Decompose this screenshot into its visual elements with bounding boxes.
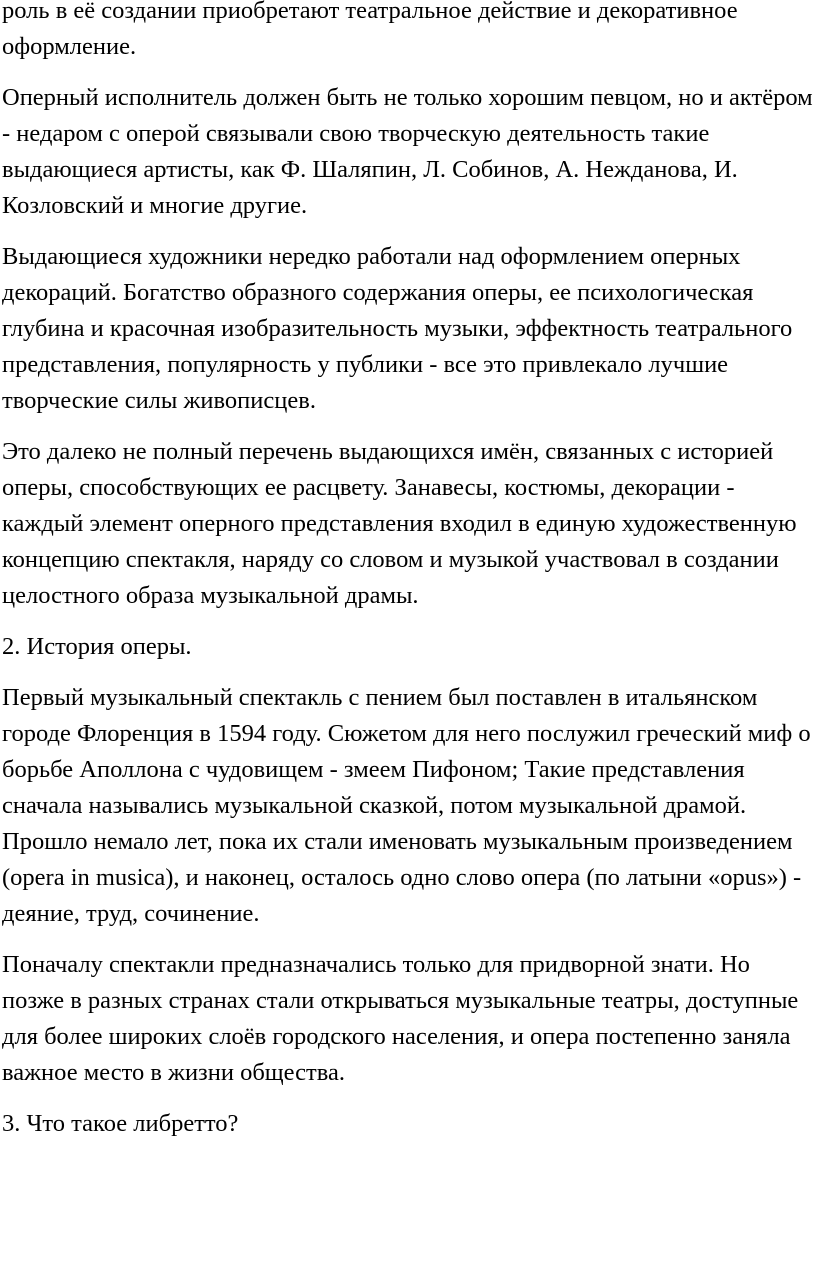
paragraph-first-opera: Первый музыкальный спектакль с пением был поставлен в итальянском городе Флоренция в 1594 году. Сюжетом для него послужил греческий миф о борьбе Аполлона с чудовищем - змеем Пифоном; Такие представления сначала назывались музыкальной сказкой, потом музыкальной драмой. Прошло немало лет, пока их стали именовать музыкальным произведением (opera in musica), и наконец, осталось одно слово опера (по латыни «opus») - деяние, труд, сочинение. bbox=[2, 684, 811, 927]
paragraph-opera-performers: Оперный исполнитель должен быть не только хорошим певцом, но и актёром - недаром с оперой связывали свою творческую деятельность такие выдающиеся артисты, как Ф. Шаляпин, Л. Собинов, А. Нежданова, И. Козловский и многие другие. bbox=[2, 84, 813, 219]
section-heading-history: 2. История оперы. bbox=[2, 633, 192, 660]
section-heading-libretto: 3. Что такое либретто? bbox=[2, 1110, 239, 1137]
paragraph-opera-artists: Выдающиеся художники нередко работали над оформлением оперных декораций. Богатство образного содержания оперы, ее психологическая глубина и красочная изобразительность музыки, эффектность театрального представления, популярность у публики - все это привлекало лучшие творческие силы живописцев. bbox=[2, 243, 793, 414]
paragraph-court-spectacles: Поначалу спектакли предназначались только для придворной знати. Но позже в разных странах стали открываться музыкальные театры, доступные для более широких слоёв городского населения, и опера постепенно заняла важное место в жизни общества. bbox=[2, 951, 799, 1086]
document-body bbox=[2, 0, 814, 1157]
paragraph-opera-names: Это далеко не полный перечень выдающихся имён, связанных с историей оперы, способствующих ее расцвету. Занавесы, костюмы, декорации - каждый элемент оперного представления входил в единую художественную концепцию спектакля, наряду со словом и музыкой участвовал в создании целостного образа музыкальной драмы. bbox=[2, 438, 797, 609]
paragraph-opera-staging: роль в её создании приобретают театральное действие и декоративное оформление. bbox=[2, 0, 738, 60]
